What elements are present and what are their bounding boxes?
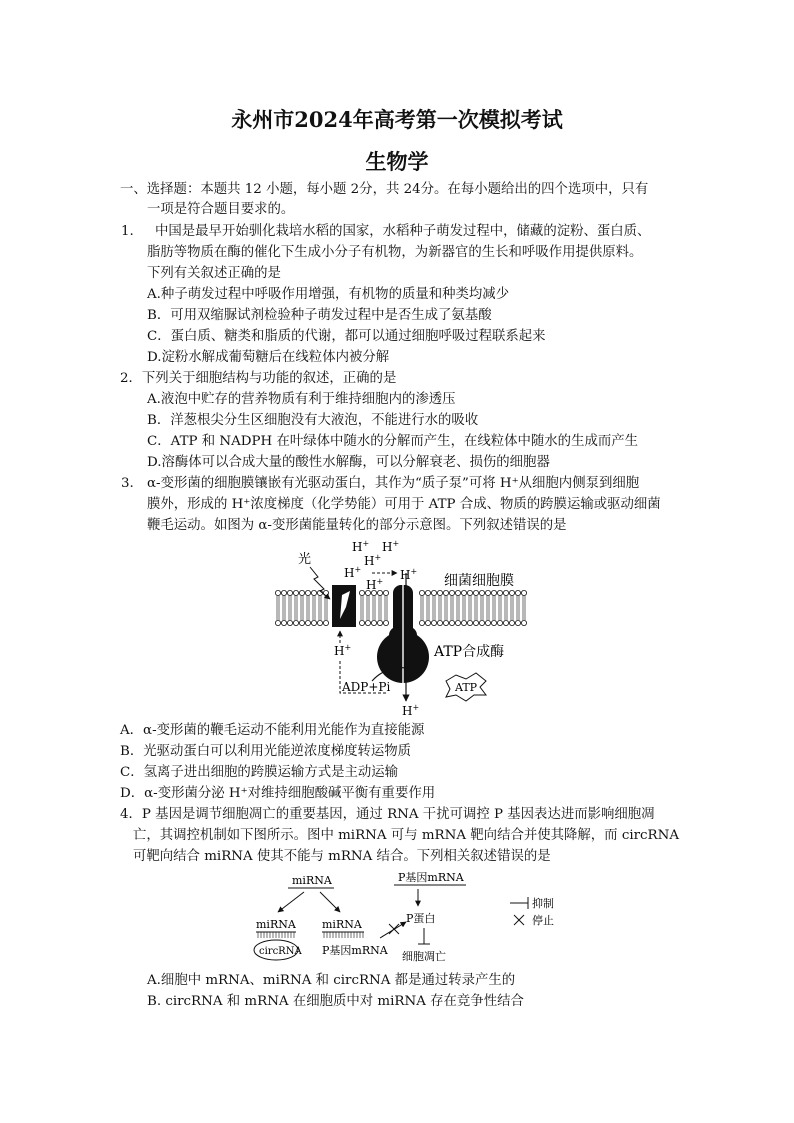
q4-stem-line2: 亡，其调控机制如下图所示。图中 miRNA 可与 mRNA 靶向结合并使其降解，而 circRNA: [133, 828, 679, 843]
q2-option-a: A.液泡中贮存的营养物质有利于维持细胞内的渗透压: [147, 392, 456, 407]
base-pairing-left: [256, 932, 296, 938]
mirna-label-top: miRNA: [292, 874, 332, 887]
q1-stem-line2: 脂肪等物质在酶的催化下生成小分子有机物，为新器官的生长和呼吸作用提供原料。: [147, 245, 643, 260]
q2-stem: 2．下列关于细胞结构与功能的叙述，正确的是: [120, 371, 397, 386]
h-ion-label: H+: [364, 553, 382, 568]
q3-atp-synthase-figure: [260, 533, 540, 725]
h-ion-label: H+: [402, 703, 420, 718]
q2-option-d: D.溶酶体可以合成大量的酸性水解酶，可以分解衰老、损伤的细胞器: [147, 455, 550, 470]
q3-stem-line1: α-变形菌的细胞膜镶嵌有光驱动蛋白，其作为“质子泵”可将 H⁺从细胞内侧泵到细胞: [147, 476, 640, 491]
q4-option-a: A.细胞中 mRNA、miRNA 和 circRNA 都是通过转录产生的: [147, 973, 516, 988]
q4-stem-line1: 4．P 基因是调节细胞凋亡的重要基因，通过 RNA 干扰可调控 P 基因表达进而影响细胞凋: [120, 807, 655, 822]
exam-title: 永州市2024年高考第一次模拟考试: [231, 107, 563, 132]
p-protein-label: P蛋白: [406, 912, 436, 925]
q2-option-b: B．洋葱根尖分生区细胞没有大液泡，不能进行水的吸收: [147, 413, 479, 428]
h-ion-label: H+: [366, 577, 384, 592]
light-label: 光: [298, 552, 312, 567]
p-mrna-label-top: P基因mRNA: [398, 871, 464, 884]
q3-option-a: A．α-变形菌的鞭毛运动不能利用光能作为直接能源: [120, 723, 425, 738]
adp-pi-label: ADP+Pi: [342, 680, 391, 694]
q1-option-b: B．可用双缩脲试剂检验种子萌发过程中是否生成了氨基酸: [147, 308, 492, 323]
q3-option-c: C．氢离子进出细胞的跨膜运输方式是主动运输: [120, 765, 399, 780]
membrane-label: 细菌细胞膜: [444, 573, 514, 589]
h-ion-label: H+: [352, 539, 370, 554]
q1-option-d: D.淀粉水解成葡萄糖后在线粒体内被分解: [147, 350, 390, 365]
mirna-label-left: miRNA: [256, 918, 296, 931]
section-heading-line1: 一、选择题：本题共 12 小题，每小题 2分，共 24分。在每小题给出的四个选项中，只有: [120, 182, 649, 197]
legend-inhibit: 抑制: [532, 897, 554, 910]
section-heading-line2: 一项是符合题目要求的。: [147, 202, 295, 217]
h-ion-label: H+: [344, 565, 362, 580]
h-ion-label: H+: [382, 539, 400, 554]
q3-option-b: B．光驱动蛋白可以利用光能逆浓度梯度转运物质: [120, 744, 412, 759]
q3-option-d: D．α-变形菌分泌 H⁺对维持细胞酸碱平衡有重要作用: [120, 786, 436, 801]
p-mrna-label-mid: P基因mRNA: [322, 944, 388, 957]
h-ion-label: H+: [400, 567, 418, 582]
atp-label: ATP: [455, 681, 478, 694]
q3-stem-line2: 膜外，形成的 H⁺浓度梯度（化学势能）可用于 ATP 合成、物质的跨膜运输或驱动细菌: [147, 497, 661, 512]
q1-stem-line1: 中国是最早开始驯化栽培水稻的国家，水稻种子萌发过程中，储藏的淀粉、蛋白质、: [155, 224, 651, 239]
q3-stem-line3: 鞭毛运动。如图为 α-变形菌能量转化的部分示意图。下列叙述错误的是: [147, 518, 567, 533]
apoptosis-label: 细胞凋亡: [402, 950, 446, 963]
circrna-label: circRNA: [259, 946, 302, 957]
atp-synthase-label: ATP合成酶: [434, 644, 505, 660]
exam-subject: 生物学: [365, 149, 429, 174]
base-pairing-mid: [322, 932, 364, 938]
q1-number: 1.: [121, 224, 134, 239]
q3-number: 3.: [121, 476, 134, 491]
q1-stem-line3: 下列有关叙述正确的是: [147, 266, 281, 281]
h-ion-label: H+: [334, 643, 352, 658]
legend-stop: 停止: [532, 914, 554, 927]
q2-option-c: C．ATP 和 NADPH 在叶绿体中随水的分解而产生，在线粒体中随水的生成而产生: [147, 434, 639, 449]
q4-stem-line3: 可靶向结合 miRNA 使其不能与 mRNA 结合。下列相关叙述错误的是: [133, 849, 551, 864]
mirna-label-mid: miRNA: [322, 918, 362, 931]
q1-option-a: A.种子萌发过程中呼吸作用增强，有机物的质量和种类均减少: [147, 287, 510, 302]
q4-option-b: B. circRNA 和 mRNA 在细胞质中对 miRNA 存在竞争性结合: [147, 994, 524, 1009]
q4-regulation-figure: [248, 866, 568, 968]
q1-option-c: C．蛋白质、糖类和脂质的代谢，都可以通过细胞呼吸过程联系起来: [147, 329, 546, 344]
